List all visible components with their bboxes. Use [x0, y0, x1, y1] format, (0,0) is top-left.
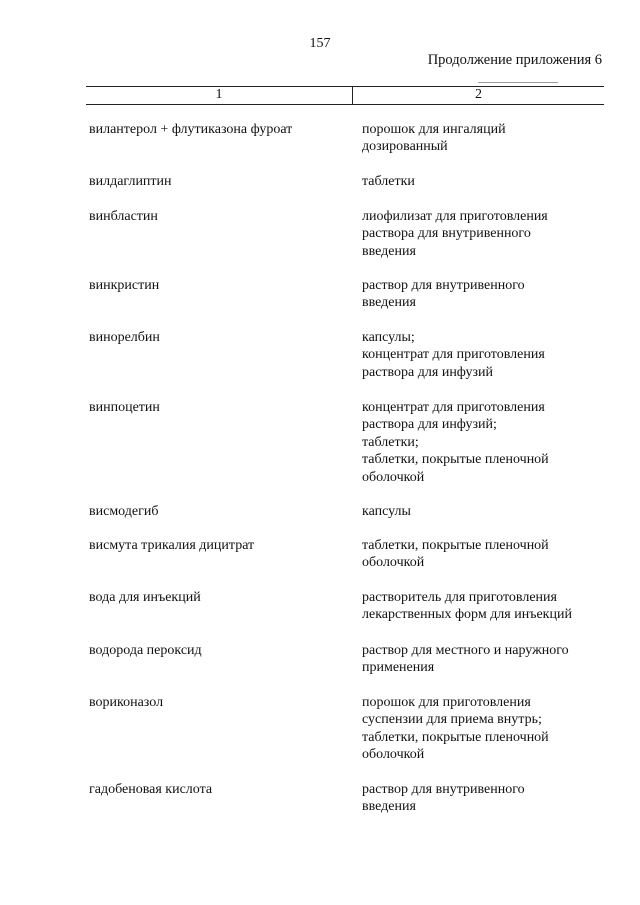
- dosage-form-line: введения: [362, 243, 416, 259]
- dosage-form-line: введения: [362, 295, 416, 311]
- drug-name: винпоцетин: [89, 400, 160, 415]
- dosage-form-line: применения: [362, 660, 435, 676]
- drug-name: висмодегиб: [89, 504, 159, 519]
- page-number: 157: [309, 36, 331, 51]
- dosage-forms: [362, 537, 612, 572]
- column-header-1: 1: [86, 87, 353, 104]
- drug-name: гадобеновая кислота: [89, 782, 213, 797]
- dosage-form-line: концентрат для приготовления: [362, 400, 545, 415]
- header-decor-line: [478, 82, 558, 83]
- dosage-forms: [362, 781, 612, 816]
- dosage-forms: [362, 208, 612, 260]
- dosage-form-line: раствор для внутривенного: [362, 782, 525, 797]
- dosage-forms: [362, 277, 612, 312]
- dosage-forms: [362, 173, 612, 190]
- dosage-form-line: порошок для ингаляций: [362, 122, 506, 137]
- drug-name: винбластин: [89, 209, 158, 224]
- dosage-form-line: раствора для внутривенного: [362, 226, 531, 242]
- drug-name: вода для инъекций: [89, 590, 201, 605]
- dosage-forms: [362, 642, 612, 677]
- drug-name: висмута трикалия дицитрат: [89, 538, 255, 553]
- dosage-form-line: таблетки, покрытые пленочной: [362, 729, 549, 745]
- dosage-form-line: порошок для приготовления: [362, 695, 531, 710]
- dosage-form-line: введения: [362, 799, 416, 815]
- dosage-forms: [362, 589, 612, 624]
- dosage-forms: [362, 503, 612, 520]
- dosage-forms: [362, 329, 612, 381]
- dosage-form-line: лиофилизат для приготовления: [362, 209, 548, 224]
- dosage-form-line: дозированный: [362, 139, 448, 155]
- column-header-2: 2: [475, 87, 482, 102]
- dosage-form-line: оболочкой: [362, 747, 425, 763]
- dosage-form-line: лекарственных форм для инъекций: [362, 607, 572, 623]
- dosage-form-line: таблетки, покрытые пленочной: [362, 538, 549, 553]
- dosage-form-line: растворитель для приготовления: [362, 590, 557, 605]
- dosage-forms: [362, 399, 612, 486]
- drug-name: вилантерол + флутиказона фуроат: [89, 122, 293, 137]
- dosage-form-line: концентрат для приготовления: [362, 347, 545, 363]
- table-header: [86, 86, 604, 105]
- dosage-form-line: таблетки: [362, 174, 415, 189]
- dosage-form-line: оболочкой: [362, 469, 425, 485]
- dosage-form-line: раствора для инфузий: [362, 364, 494, 380]
- dosage-form-line: раствора для инфузий;: [362, 417, 497, 433]
- dosage-form-line: капсулы;: [362, 330, 415, 345]
- dosage-forms: [362, 121, 612, 156]
- dosage-form-line: таблетки, покрытые пленочной: [362, 452, 549, 468]
- dosage-form-line: капсулы: [362, 504, 411, 519]
- dosage-form-line: раствор для внутривенного: [362, 278, 525, 293]
- drug-name: вилдаглиптин: [89, 174, 172, 189]
- drug-name: водорода пероксид: [89, 643, 202, 658]
- dosage-form-line: суспензии для приема внутрь;: [362, 712, 542, 728]
- dosage-form-line: оболочкой: [362, 555, 425, 571]
- dosage-form-line: таблетки;: [362, 434, 419, 450]
- dosage-forms: [362, 694, 612, 764]
- drug-name: вориконазол: [89, 695, 164, 710]
- dosage-form-line: раствор для местного и наружного: [362, 643, 569, 658]
- appendix-continuation-note: Продолжение приложения 6: [427, 52, 602, 68]
- drug-name: винорелбин: [89, 330, 160, 345]
- drug-name: винкристин: [89, 278, 160, 293]
